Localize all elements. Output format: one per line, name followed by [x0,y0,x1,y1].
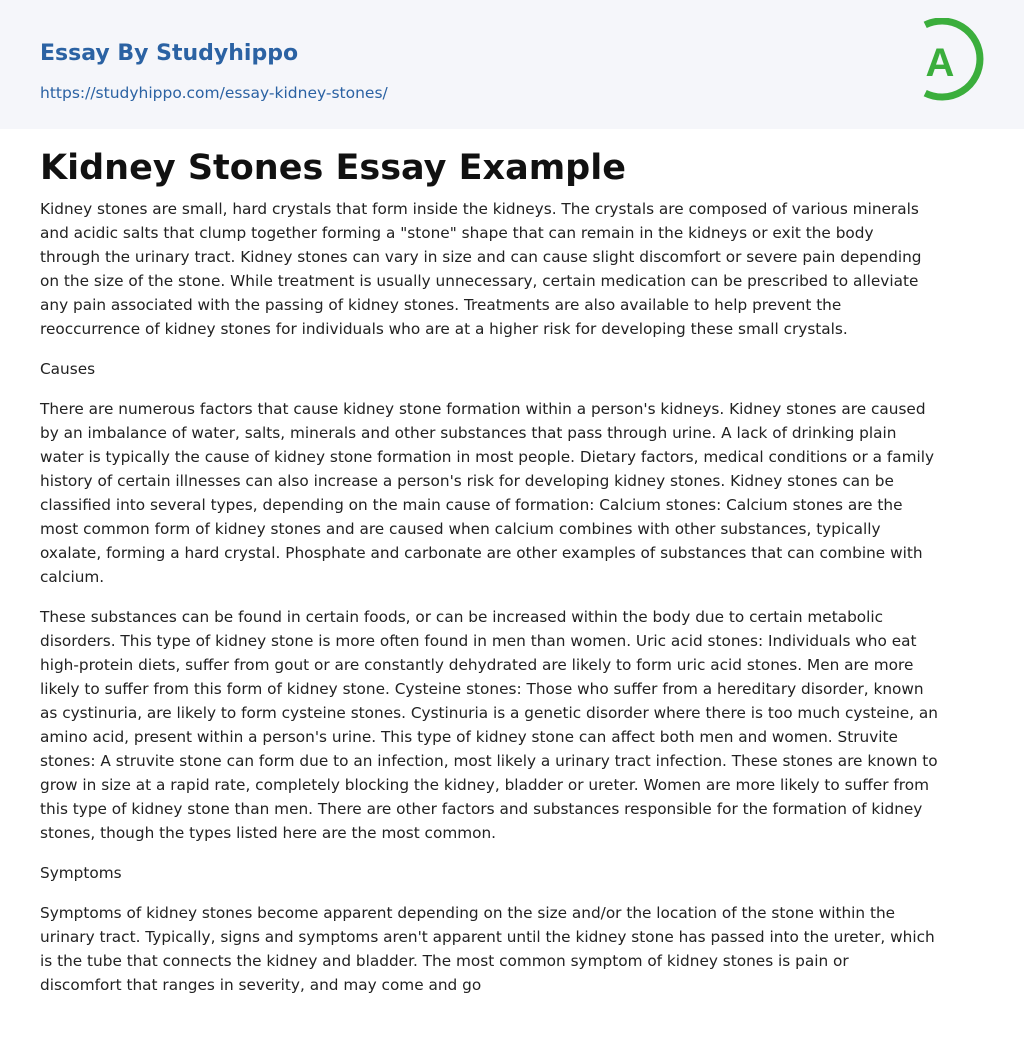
text-line: stones, though the types listed here are the most common. [40,824,497,842]
text-line: amino acid, present within a person's urine. This type of kidney stone can affect both men and women. Struvite [40,728,898,746]
text-line: Causes [40,360,96,378]
text-line: history of certain illnesses can also increase a person's risk for developing kidney stones. Kidney stones can be [40,472,894,490]
text-line: on the size of the stone. While treatment is usually unnecessary, certain medication can be prescribed to alleviate [40,272,919,290]
text-line: this type of kidney stone than men. There are other factors and substances responsible for the formation of kidney [40,800,923,818]
text-line: and acidic salts that clump together forming a "stone" shape that can remain in the kidneys or exit the body [40,224,874,242]
causes-paragraph [40,397,984,589]
section-heading-causes [40,357,984,381]
text-line: through the urinary tract. Kidney stones can vary in size and can cause slight discomfort or severe pain depending [40,248,922,266]
text-line: most common form of kidney stones and are caused when calcium combines with other substances, typically [40,520,881,538]
article [0,129,1024,997]
text-line: as cystinuria, are likely to form cysteine stones. Cystinuria is a genetic disorder where there is too much cysteine, an [40,704,938,722]
text-line: any pain associated with the passing of kidney stones. Treatments are also available to help prevent the [40,296,842,314]
site-header [0,0,1024,129]
text-line: oxalate, forming a hard crystal. Phosphate and carbonate are other examples of substances that can combine with [40,544,923,562]
text-line: high-protein diets, suffer from gout or are constantly dehydrated are likely to form uric acid stones. Men are more [40,656,914,674]
logo-letter: A [925,41,955,85]
intro-paragraph [40,197,984,341]
text-line: water is typically the cause of kidney stone formation in most people. Dietary factors, medical conditions or a family [40,448,935,466]
site-name[interactable]: Essay By Studyhippo [40,41,299,66]
essay-url-link[interactable]: https://studyhippo.com/essay-kidney-stones/ [40,84,388,102]
text-line: classified into several types, depending on the main cause of formation: Calcium stones: Calcium stones are the [40,496,903,514]
text-line: calcium. [40,568,105,586]
stone-types-paragraph [40,605,984,845]
text-line: Kidney stones are small, hard crystals that form inside the kidneys. The crystals are composed of various minerals [40,200,919,218]
text-line: stones: A struvite stone can form due to an infection, most likely a urinary tract infection. These stones are known to [40,752,938,770]
text-line: urinary tract. Typically, signs and symptoms aren't apparent until the kidney stone has passed into the ureter, which [40,928,935,946]
text-line: likely to suffer from this form of kidney stone. Cysteine stones: Those who suffer from a hereditary disorder, known [40,680,924,698]
text-line: grow in size at a rapid rate, completely blocking the kidney, bladder or ureter. Women are more likely to suffer from [40,776,929,794]
text-line: discomfort that ranges in severity, and may come and go [40,976,482,994]
text-line: by an imbalance of water, salts, minerals and other substances that pass through urine. A lack of drinking plain [40,424,897,442]
text-line: Symptoms [40,864,122,882]
section-heading-symptoms [40,861,984,885]
text-line: is the tube that connects the kidney and bladder. The most common symptom of kidney stones is pain or [40,952,849,970]
symptoms-paragraph [40,901,984,997]
studyhippo-logo-icon[interactable] [908,18,988,106]
text-line: reoccurrence of kidney stones for individuals who are at a higher risk for developing these small crystals. [40,320,848,338]
text-line: There are numerous factors that cause kidney stone formation within a person's kidneys. Kidney stones are caused [40,400,926,418]
text-line: Symptoms of kidney stones become apparent depending on the size and/or the location of the stone within the [40,904,896,922]
text-line: disorders. This type of kidney stone is more often found in men than women. Uric acid stones: Individuals who eat [40,632,917,650]
page-title: Kidney Stones Essay Example [40,148,626,188]
text-line: These substances can be found in certain foods, or can be increased within the body due to certain metabolic [40,608,884,626]
